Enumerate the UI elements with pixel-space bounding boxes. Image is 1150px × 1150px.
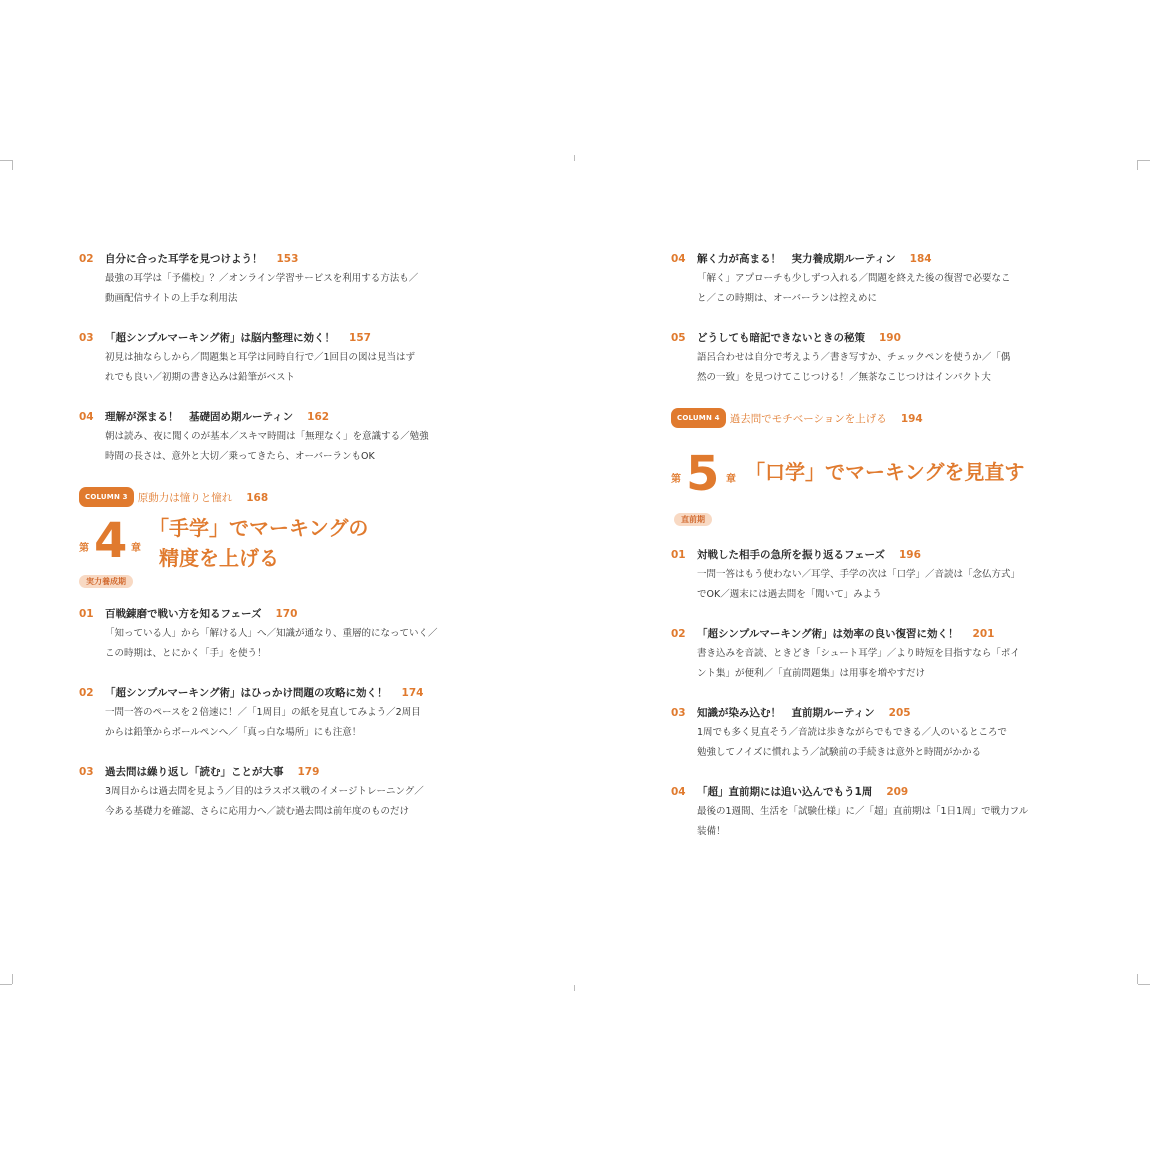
entry-title: 自分に合った耳学を見つけよう！ [105, 253, 263, 265]
entry-heading [79, 684, 499, 703]
summary-line: 3周目からは過去問を見よう／目的はラスボス戦のイメージトレーニング／ [105, 786, 424, 797]
entry-summary [79, 782, 499, 821]
crop-mark [1137, 160, 1138, 170]
page-number: 157 [349, 332, 371, 344]
toc-entry [671, 704, 1091, 762]
entry-number: 05 [671, 332, 686, 344]
entry-number: 01 [79, 608, 94, 620]
entry-number: 03 [79, 766, 94, 778]
entry-number: 02 [79, 253, 94, 265]
entry-title: 過去問は繰り返し「読む」ことが大事 [105, 766, 284, 778]
summary-line: 「解く」アプローチも少しずつ入れる／問題を終えた後の復習で必要なこ [697, 273, 1011, 284]
entry-number: 02 [79, 687, 94, 699]
entry-number: 03 [671, 707, 686, 719]
page-number: 190 [879, 332, 901, 344]
entry-number: 02 [671, 628, 686, 640]
toc-entry [79, 763, 499, 821]
toc-entry [671, 625, 1091, 683]
summary-line: 勉強してノイズに慣れよう／試験前の手続きは意外と時間がかかる [697, 746, 982, 758]
crop-mark [1138, 984, 1150, 985]
column-badge: COLUMN 3 [79, 487, 134, 507]
crop-mark [0, 160, 12, 161]
entry-title: 解く力が高まる！ 実力養成期ルーティン [697, 253, 896, 265]
summary-line: 動画配信サイトの上手な利用法 [105, 292, 238, 304]
toc-entry [671, 546, 1091, 604]
page-number: 162 [307, 411, 330, 423]
crop-mark [0, 984, 12, 985]
chapter-prefix: 第 [79, 543, 89, 554]
entry-heading [671, 704, 1091, 723]
chapter-suffix: 章 [726, 474, 736, 485]
entry-number: 03 [79, 332, 94, 344]
crop-mark [12, 974, 13, 984]
chapter-tag: 直前期 [674, 513, 712, 526]
crop-mark [1138, 160, 1150, 161]
entry-title: 「超シンプルマーキング術」は脳内整理に効く！ [105, 332, 336, 344]
entry-title: どうしても暗記できないときの秘策 [697, 332, 865, 344]
summary-line: 朝は読み、夜に聞くのが基本／スキマ時間は「無理なく」を意識する／勉強 [105, 431, 429, 442]
entry-title: 「超シンプルマーキング術」はひっかけ問題の攻略に効く！ [105, 687, 388, 699]
entry-heading [79, 605, 499, 624]
page-number: 196 [898, 549, 921, 561]
entry-number: 01 [671, 549, 686, 561]
summary-line: 装備！ [697, 825, 726, 837]
entry-heading [79, 763, 499, 782]
page-number: 205 [888, 707, 911, 719]
summary-line: 一問一答のペースを２倍速に！／「1周目」の紙を見直してみよう／2周目 [105, 707, 421, 718]
chapter-heading [79, 507, 499, 605]
entry-heading [671, 783, 1091, 802]
page-number: 170 [275, 608, 298, 620]
page-number: 174 [401, 687, 424, 699]
column-entry [79, 487, 499, 507]
chapter-title-line2: 精度を上げる [159, 546, 279, 570]
entry-summary [671, 802, 1091, 841]
center-mark [574, 985, 575, 991]
chapter-title-line1: 「手学」でマーキングの [149, 516, 369, 540]
entry-title: 知識が染み込む！ 直前期ルーティン [697, 707, 875, 719]
entry-heading [671, 250, 1091, 269]
summary-line: でOK／週末には過去問を「聞いて」みよう [697, 588, 882, 600]
toc-entries [79, 250, 499, 466]
entry-summary [671, 269, 1091, 308]
summary-line: 語呂合わせは自分で考えよう／書き写すか、チェックペンを使うか／「偶 [697, 352, 1011, 363]
toc-entry [671, 329, 1091, 387]
summary-line: この時期は、とにかく「手」を使う！ [105, 647, 267, 659]
summary-line: 最後の1週間、生活を「試験仕様」に／「超」直前期は「1日1周」で戦力フル [697, 806, 1029, 817]
chapter-number: 5 [686, 446, 720, 502]
toc-entry [79, 250, 499, 308]
entry-title: 理解が深まる！ 基礎固め期ルーティン [105, 411, 294, 423]
column-title: 原動力は憧りと憧れ [137, 492, 233, 504]
entry-title: 「超シンプルマーキング術」は効率の良い復習に効く！ [697, 628, 959, 640]
entry-number: 04 [671, 786, 686, 798]
entry-heading [671, 546, 1091, 565]
entry-heading [79, 250, 499, 269]
entry-number: 04 [671, 253, 686, 265]
summary-line: ント集」が便利／「直前問題集」は用事を増やすだけ [697, 667, 926, 679]
left-page [79, 250, 499, 842]
entry-heading [79, 408, 499, 427]
page-number: 209 [886, 786, 909, 798]
summary-line: 最強の耳学は「予備校」？／オンライン学習サービスを利用する方法も／ [105, 273, 419, 284]
summary-line: 一問一答はもう使わない／耳学、手学の次は「口学」／音読は「念仏方式」 [697, 569, 1021, 580]
summary-line: と／この時期は、オーバーランは控えめに [697, 292, 878, 304]
column-title: 過去問でモチベーションを上げる [729, 413, 887, 425]
summary-line: 今ある基礎力を確認、さらに応用力へ／読む過去問は前年度のものだけ [105, 805, 410, 817]
toc-entry [79, 329, 499, 387]
toc-entry [79, 684, 499, 742]
entry-summary [671, 723, 1091, 762]
chapter-prefix: 第 [671, 474, 681, 485]
entry-summary [79, 348, 499, 387]
column-entry [671, 408, 1091, 428]
toc-entries [79, 605, 499, 821]
summary-line: からは鉛筆からボールペンへ／「真っ白な場所」にも注意！ [105, 726, 362, 738]
summary-line: 初見は抽ならしから／問題集と耳学は同時自行で／1回目の図は見当はず [105, 352, 416, 363]
chapter-number: 4 [94, 513, 128, 569]
entry-summary [79, 703, 499, 742]
toc-entry [671, 250, 1091, 308]
summary-line: 書き込みを音読、ときどき「シュート耳学」／より時短を目指すなら「ポイ [697, 648, 1020, 659]
chapter-suffix: 章 [131, 543, 141, 554]
crop-mark [12, 160, 13, 170]
entry-number: 04 [79, 411, 94, 423]
entry-heading [671, 625, 1091, 644]
toc-entry [79, 408, 499, 466]
page-number: 168 [246, 492, 269, 504]
entry-summary [671, 348, 1091, 387]
toc-entries [671, 546, 1091, 841]
entry-summary [671, 644, 1091, 683]
entry-heading [79, 329, 499, 348]
entry-heading [671, 329, 1091, 348]
crop-mark [1137, 974, 1138, 984]
page-number: 184 [909, 253, 932, 265]
chapter-heading [671, 428, 1091, 546]
entry-title: 百戦錬磨で戦い方を知るフェーズ [105, 608, 262, 620]
chapter-title: 「口学」でマーキングを見直す [745, 460, 1025, 484]
summary-line: 1周でも多く見直そう／音読は歩きながらでもできる／人のいるところで [697, 727, 1007, 738]
entry-title: 「超」直前期には追い込んでもう1周 [697, 786, 873, 798]
summary-line: 「知っている人」から「解ける人」へ／知識が通なり、重層的になっていく／ [105, 628, 438, 639]
entry-summary [79, 269, 499, 308]
page-number: 153 [276, 253, 299, 265]
entry-summary [671, 565, 1091, 604]
summary-line: 然の一致」を見つけてこじつける！／無茶なこじつけはインパクト大 [697, 371, 991, 383]
toc-entry [671, 783, 1091, 841]
page-number: 179 [297, 766, 320, 778]
column-badge: COLUMN 4 [671, 408, 726, 428]
page-number: 194 [900, 413, 923, 425]
center-mark [574, 155, 575, 161]
entry-title: 対戦した相手の急所を振り返るフェーズ [697, 549, 885, 561]
right-page [671, 250, 1091, 862]
page-number: 201 [972, 628, 995, 640]
entry-summary [79, 427, 499, 466]
toc-entry [79, 605, 499, 663]
summary-line: れでも良い／初期の書き込みは鉛筆がベスト [105, 371, 296, 383]
chapter-tag: 実力養成期 [79, 575, 133, 588]
toc-entries [671, 250, 1091, 387]
entry-summary [79, 624, 499, 663]
summary-line: 時間の長さは、意外と大切／乗ってきたら、オーバーランもOK [105, 450, 375, 462]
